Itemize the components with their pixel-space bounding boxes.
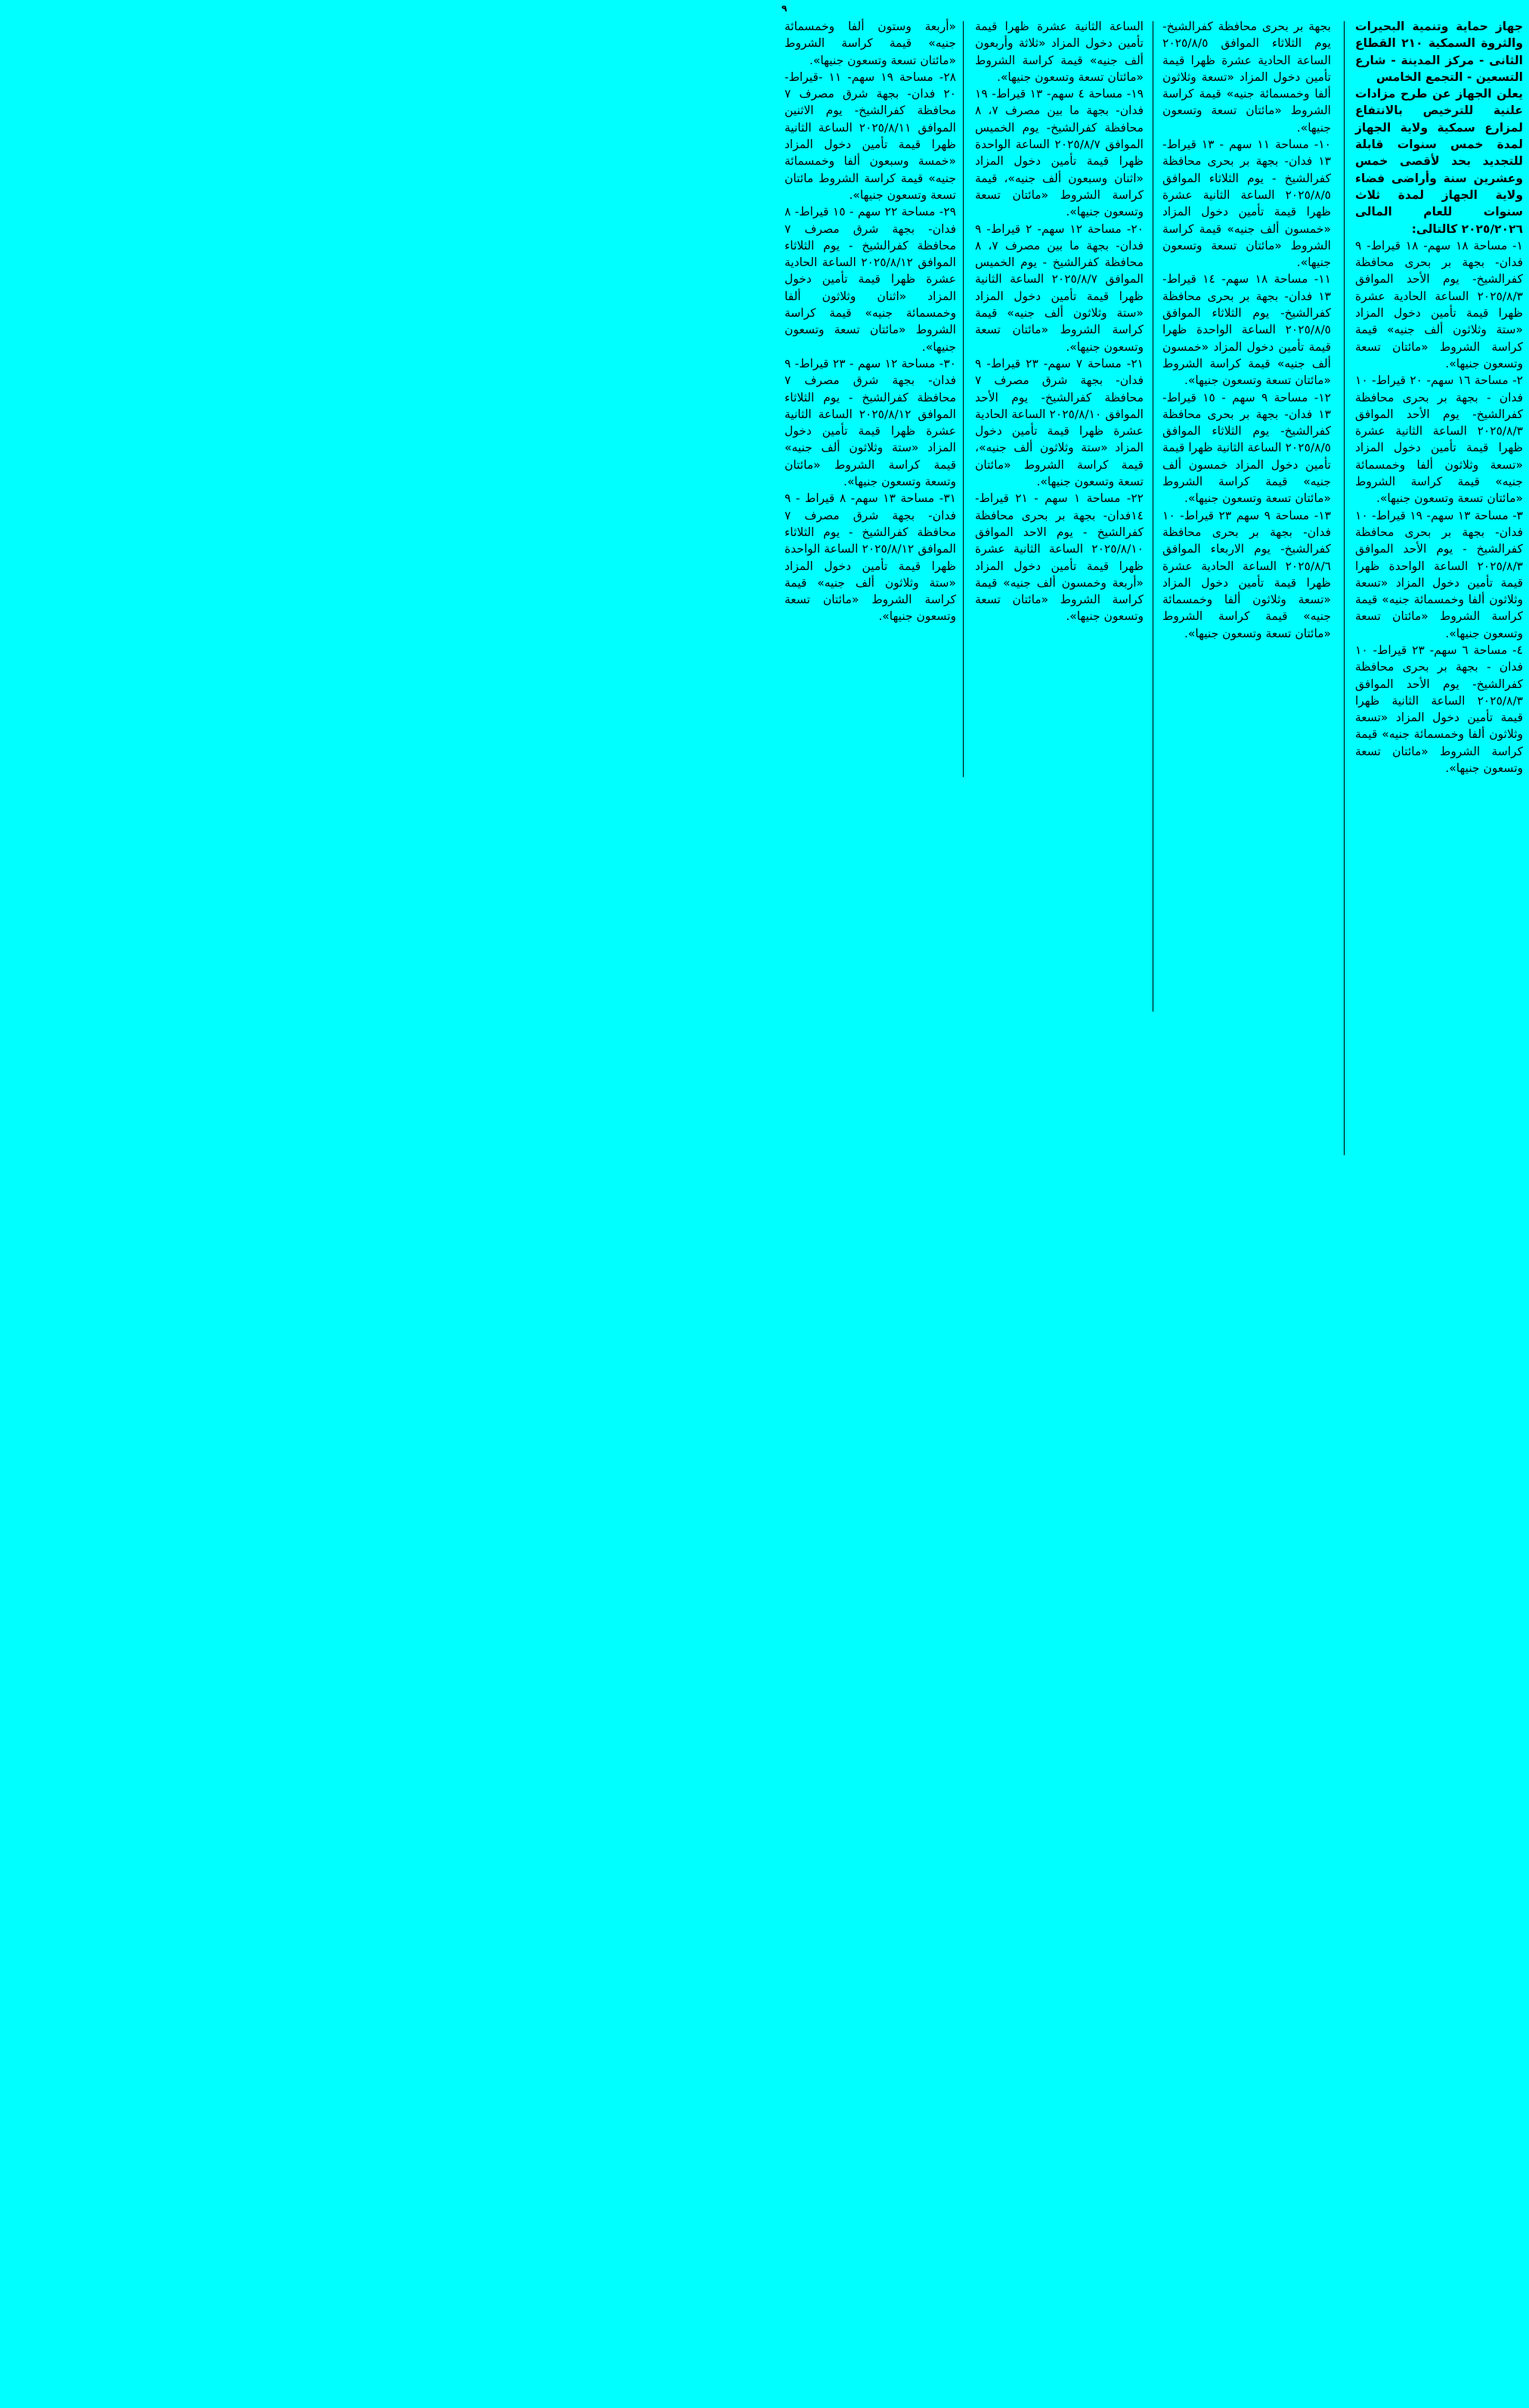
list-item: ٣- مساحة ١٣ سهم- ١٩ قيراط- ١٠ فدان- بجهة بر بحرى محافظة كفرالشيخ - يوم الأحد الموافق ٢٠٢٥/٨/٣ الساعة الواحدة ظهرا قيمة تأمين دخول المزاد «تسعة وثلاثون ألفا وخمسمائة جنيه» قيمة كراسة الشروط «مائتان تسعة وتسعون جنيها». bbox=[1355, 508, 1523, 640]
announcement-heading: جهاز حماية وتنمية البحيرات والثروة السمكية ٢١٠ القطاع الثانى - مركز المدينة - شارع التسعين - التجمع الخامس bbox=[1355, 20, 1523, 84]
list-item: ٢٠- مساحة ١٢ سهم- ٢ قيراط- ٩ فدان- بجهة ما بين مصرف ٧، ٨ محافظة كفرالشيخ - يوم الخميس الموافق ٢٠٢٥/٨/٧ الساعة الثانية ظهرا قيمة تأمين دخول المزاد «ستة وثلاثون ألف جنيه» قيمة كراسة الشروط «مائتان تسعة وتسعون جنيها». bbox=[975, 222, 1144, 354]
list-item: ٢١- مساحة ٧ سهم- ٢٣ قيراط- ٩ فدان- بجهة شرق مصرف ٧ محافظة كفرالشيخ- يوم الأحد الموافق ٢٠٢٥/٨/١٠ الساعة الحادية عشرة ظهرا قيمة تأمين دخول المزاد «ستة وثلاثون ألف جنيه»، قيمة كراسة الشروط «مائتان تسعة وتسعون جنيها». bbox=[975, 356, 1144, 489]
list-item: ٢- مساحة ١٦ سهم- ٢٠ قيراط- ١٠ فدان - بجهة بر بحرى محافظة كفرالشيخ- يوم الأحد الموافق ٢٠٢٥/٨/٣ الساعة الثانية عشرة ظهرا قيمة تأمين دخول المزاد «تسعة وثلاثون ألفا وخمسمائة جنيه» قيمة كراسة الشروط «مائتان تسعة وتسعون جنيها». bbox=[1355, 373, 1523, 506]
list-item: ١٠- مساحة ١١ سهم - ١٣ قيراط- ١٣ فدان- بجهة بر بحرى محافظة كفرالشيخ - يوم الثلاثاء الموافق ٢٠٢٥/٨/٥ الساعة الثانية عشرة ظهرا قيمة تأمين دخول المزاد «خمسون ألف جنيه» قيمة كراسة الشروط «مائتان تسعة وتسعون جنيها». bbox=[1162, 138, 1331, 270]
newspaper-page bbox=[777, 0, 1529, 1185]
column-3 bbox=[975, 18, 1144, 625]
list-item: ٣٠- مساحة ١٢ سهم - ٢٣ قيراط- ٩ فدان- بجهة شرق مصرف ٧ محافظة كفرالشيخ - يوم الثلاثاء الموافق ٢٠٢٥/٨/١٢ الساعة الثانية عشرة ظهرا قيمة تأمين دخول المزاد «ستة وثلاثون ألف جنيه» قيمة كراسة الشروط «مائتان وتسعة وتسعون جنيها». bbox=[785, 356, 956, 489]
list-item: ٢٢- مساحة ١ سهم - ٢١ قيراط- ١٤فدان- بجهة بر بحرى محافظة كفرالشيخ - يوم الاحد الموافق ٢٠٢٥/٨/١٠ الساعة الثانية عشرة ظهرا قيمة تأمين دخول المزاد «أربعة وخمسون ألف جنيه» قيمة كراسة الشروط «مائتان تسعة وتسعون جنيها». bbox=[975, 491, 1144, 624]
list-item: ٣١- مساحة ١٣ سهم- ٨ قيراط - ٩ فدان- بجهة شرق مصرف ٧ محافظة كفرالشيخ - يوم الثلاثاء الموافق ٢٠٢٥/٨/١٢ الساعة الواحدة ظهرا قيمة تأمين دخول المزاد «ستة وثلاثون ألف جنيه» قيمة كراسة الشروط «مائتان تسعة وتسعون جنيها». bbox=[785, 491, 956, 624]
list-item: ١٩- مساحة ٤ سهم- ١٣ قيراط- ١٩ فدان- بجهة ما بين مصرف ٧، ٨ محافظة كفرالشيخ- يوم الخميس الموافق ٢٠٢٥/٨/٧ الساعة الواحدة ظهرا قيمة تأمين دخول المزاد «اثنان وسبعون ألف جنيه»، قيمة كراسة الشروط «مائتان تسعة وتسعون جنيها». bbox=[975, 87, 1144, 219]
list-item: ٤- مساحة ٦ سهم- ٢٣ قيراط- ١٠ فدان - بجهة بر بحرى محافظة كفرالشيخ- يوم الأحد الموافق ٢٠٢٥/٨/٣ الساعة الثانية ظهرا قيمة تأمين دخول المزاد «تسعة وثلاثون ألفا وخمسمائة جنيه» قيمة كراسة الشروط «مائتان تسعة وتسعون جنيها». bbox=[1355, 643, 1523, 776]
column-divider bbox=[1344, 21, 1345, 1155]
corner-mark: ٩ bbox=[782, 3, 788, 14]
column-4 bbox=[785, 18, 956, 625]
list-item: «أربعة وستون ألفا وخمسمائة جنيه» قيمة كراسة الشروط «مائتان تسعة وتسعون جنيها». bbox=[785, 20, 956, 67]
column-1 bbox=[1355, 18, 1523, 776]
list-item: ١١- مساحة ١٨ سهم- ١٤ قيراط- ١٣ فدان- بجهة بر بحرى محافظة كفرالشيخ- يوم الثلاثاء الموافق ٢٠٢٥/٨/٥ الساعة الواحدة ظهرا قيمة تأمين دخول المزاد «خمسون ألف جنيه» قيمة كراسة الشروط «مائتان تسعة وتسعون جنيها». bbox=[1162, 272, 1331, 388]
list-item: بجهة بر بحرى محافظة كفرالشيخ- يوم الثلاثاء الموافق ٢٠٢٥/٨/٥ الساعة الحادية عشرة ظهرا قيمة تأمين دخول المزاد «تسعة وثلاثون ألفا وخمسمائة جنيه» قيمة كراسة الشروط «مائتان تسعة وتسعون جنيها». bbox=[1162, 20, 1331, 135]
list-item: ٢٨- مساحة ١٩ سهم- ١١ -قيراط- ٢٠ فدان- بجهة شرق مصرف ٧ محافظة كفرالشيخ- يوم الاثنين الموافق ٢٠٢٥/٨/١١ الساعة الثانية ظهرا قيمة تأمين دخول المزاد «خمسة وسبعون ألفا وخمسمائة جنيه» قيمة كراسة الشروط مائتان تسعة وتسعون جنيها». bbox=[785, 70, 956, 202]
announcement-intro: يعلن الجهاز عن طرح مزادات علنية للترخيص بالانتفاع لمزارع سمكية ولاية الجهاز لمدة خمس سنوات قابلة للتجديد بحد لأقصى خمس وعشرين سنة وأراضى فضاء ولاية الجهاز لمدة ثلاث سنوات للعام المالى ٢٠٢٥/٢٠٢٦ كالتالى: bbox=[1355, 87, 1523, 236]
column-divider bbox=[963, 21, 964, 777]
list-item: الساعة الثانية عشرة ظهرا قيمة تأمين دخول المزاد «ثلاثة وأربعون ألف جنيه» قيمة كراسة الشروط «مائتان تسعة وتسعون جنيها». bbox=[975, 20, 1144, 84]
list-item: ١- مساحة ١٨ سهم- ١٨ قيراط- ٩ فدان- بجهة بر بحرى محافظة كفرالشيخ- يوم الأحد الموافق ٢٠٢٥/٨/٣ الساعة الحادية عشرة ظهرا قيمة تأمين دخول المزاد «ستة وثلاثون ألف جنيه» قيمة كراسة الشروط «مائتان تسعة وتسعون جنيها». bbox=[1355, 238, 1523, 370]
column-2 bbox=[1162, 18, 1331, 642]
list-item: ١٣- مساحة ٩ سهم ٢٣ قيراط- ١٠ فدان- بجهة بر بحرى محافظة كفرالشيخ- يوم الاربعاء الموافق ٢٠٢٥/٨/٦ الساعة الحادية عشرة ظهرا قيمة تأمين دخول المزاد «تسعة وثلاثون ألفا وخمسمائة جنيه» قيمة كراسة الشروط «مائتان تسعة وتسعون جنيها». bbox=[1162, 508, 1331, 640]
list-item: ١٢- مساحة ٩ سهم - ١٥ قيراط- ١٣ فدان- بجهة بر بحرى محافظة كفرالشيخ- يوم الثلاثاء الموافق ٢٠٢٥/٨/٥ الساعة الثانية ظهرا قيمة تأمين دخول المزاد خمسون ألف جنيه» قيمة كراسة الشروط «مائتان تسعة وتسعون جنيها». bbox=[1162, 390, 1331, 506]
list-item: ٢٩- مساحة ٢٢ سهم - ١٥ قيراط- ٨ فدان- بجهة شرق مصرف ٧ محافظة كفرالشيخ - يوم الثلاثاء الموافق ٢٠٢٥/٨/١٢ الساعة الحادية عشرة ظهرا قيمة تأمين دخول المزاد «اثنان وثلاثون ألفا وخمسمائة جنيه» قيمة كراسة الشروط «مائتان تسعة وتسعون جنيها». bbox=[785, 205, 956, 354]
